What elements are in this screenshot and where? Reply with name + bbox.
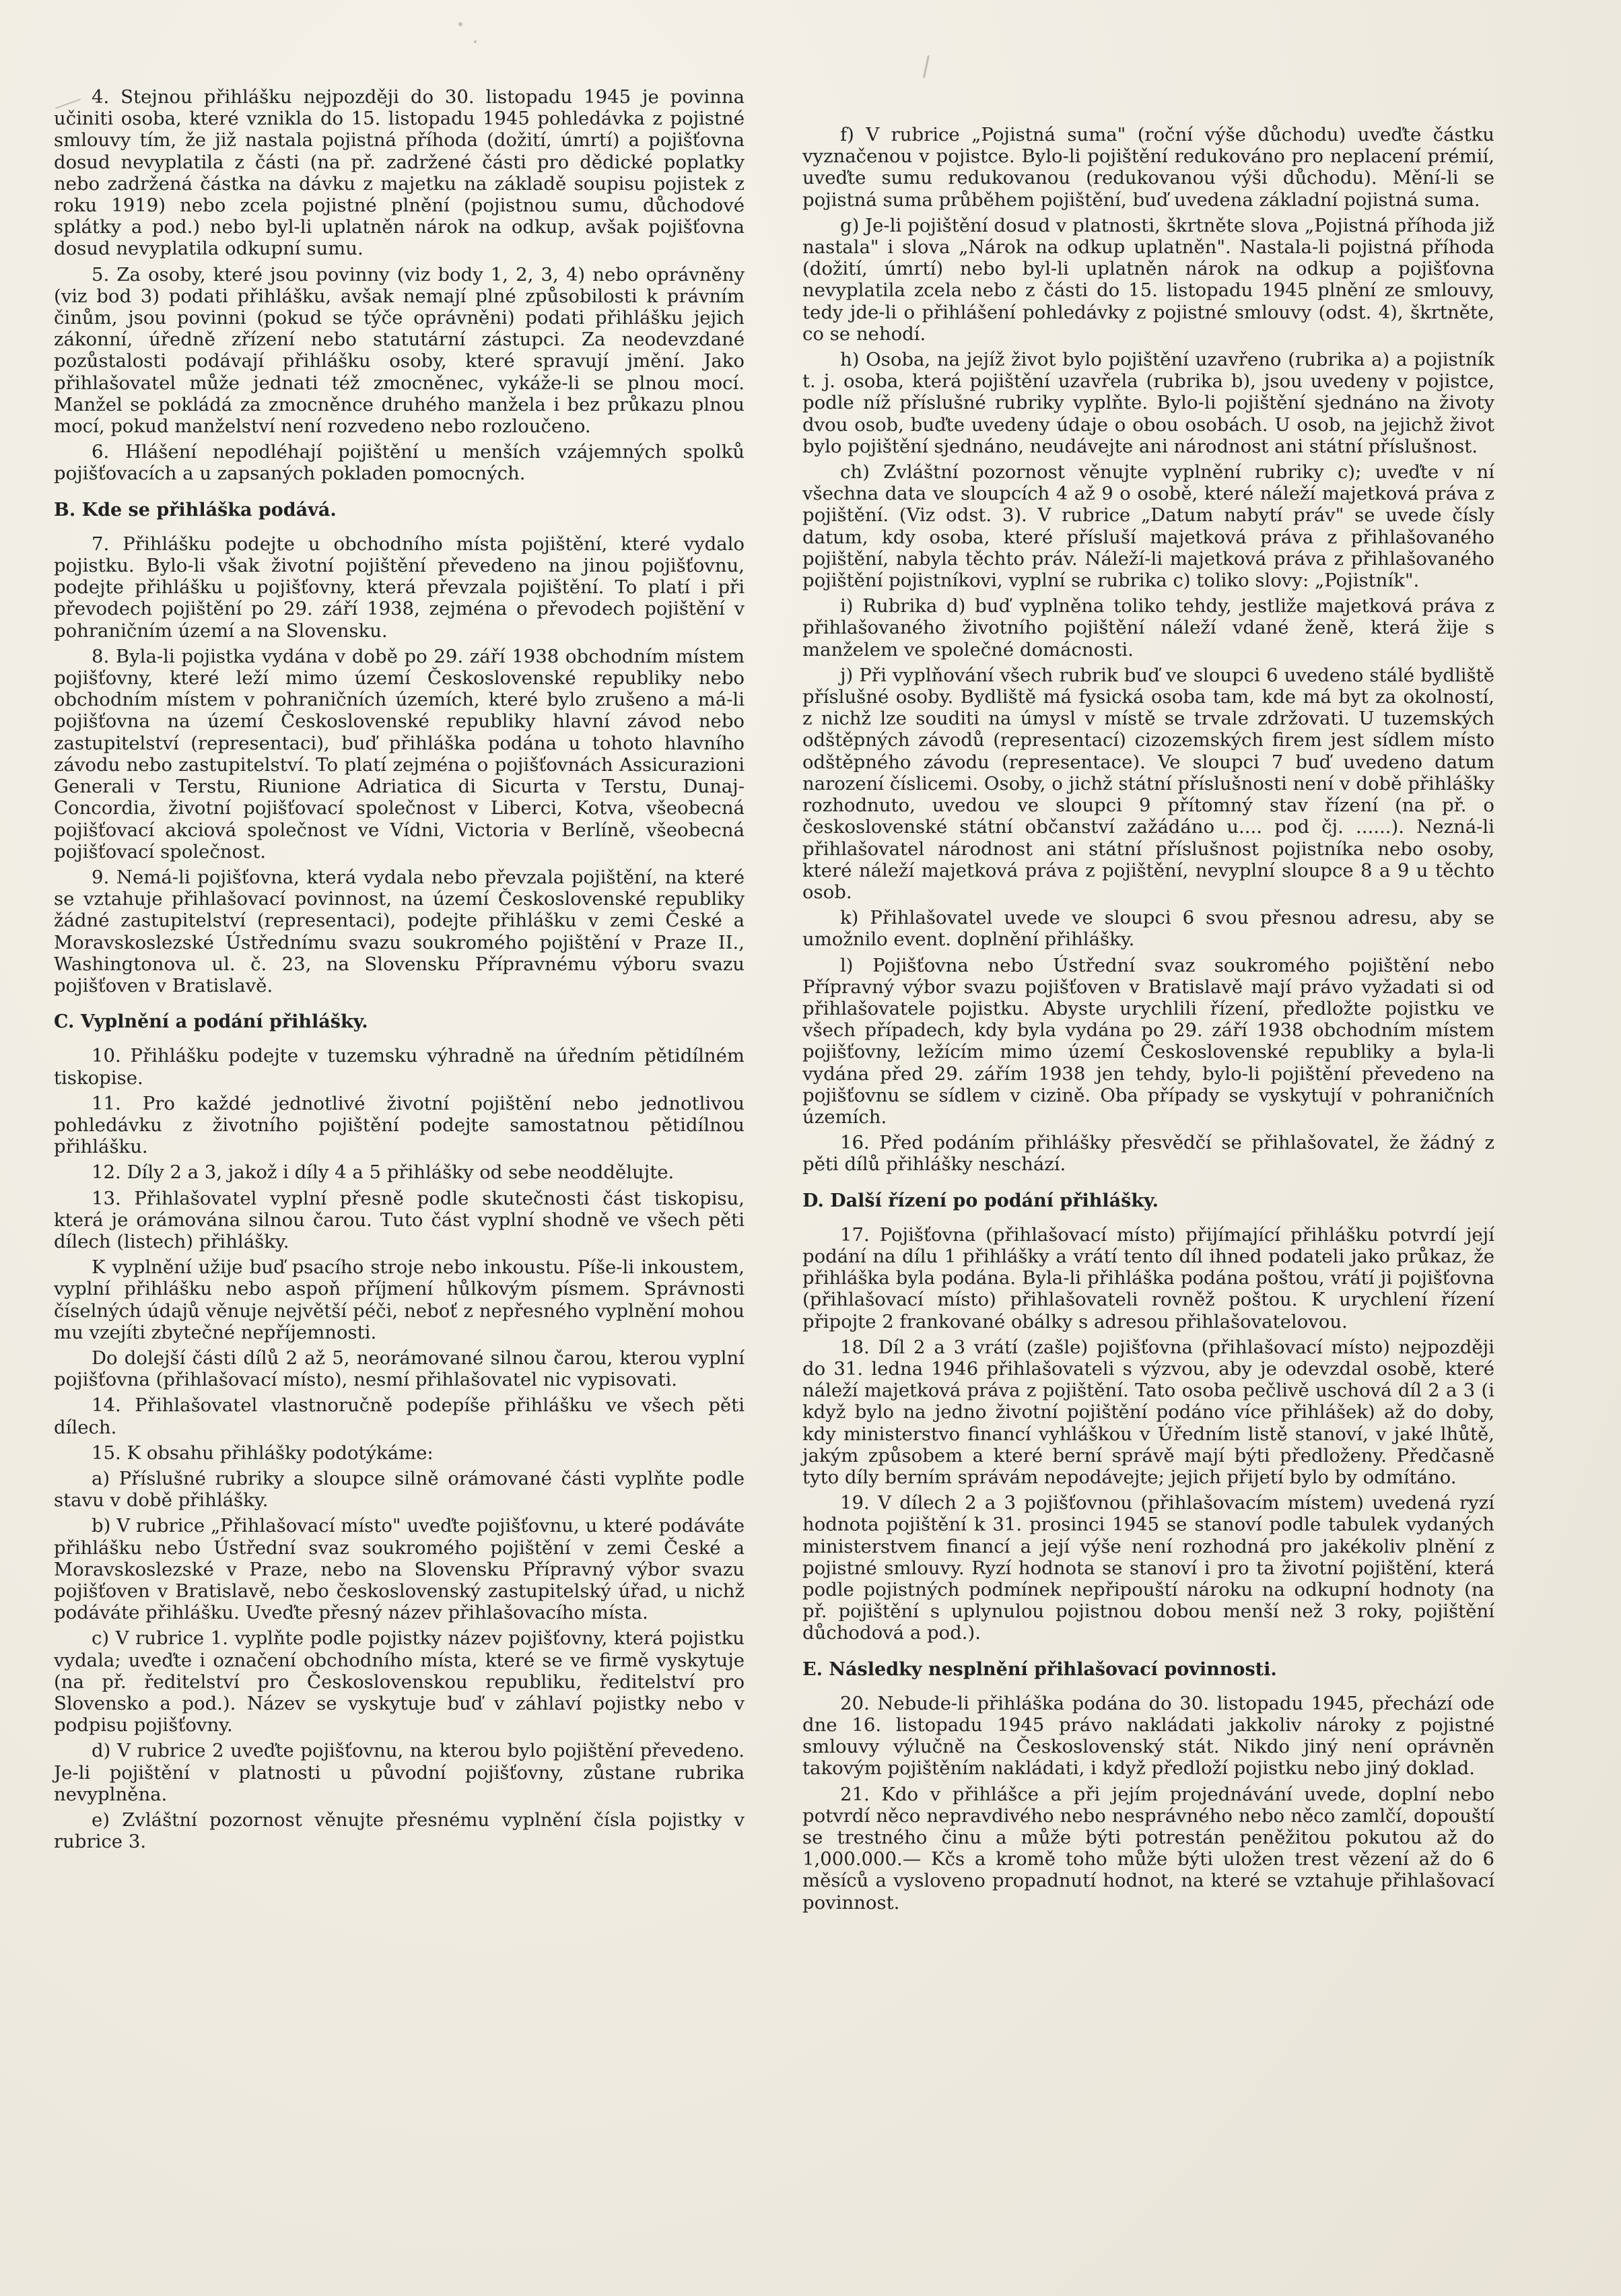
paragraph: a) Příslušné rubriky a sloupce silně orámované části vyplňte podle stavu v době přihlášky.	[54, 1467, 745, 1512]
section-e	[802, 1693, 1494, 1914]
section-b	[54, 533, 745, 997]
paragraph: g) Je-li pojištění dosud v platnosti, škrtněte slova „Pojistná příhoda již nastala" i slova „Nárok na odkup uplatněn". Nastala-li pojistná příhoda (dožití, úmrtí) nebo byl-li uplatněn nárok na odkup a pojišťovna nevyplatila zcela nebo z části do 15. listopadu 1945 plnění ze smlouvy, tedy jde-li o přihlášení pohledávky z pojistné smlouvy (odst. 4), škrtněte, co se nehodí.	[802, 214, 1494, 345]
paragraph: k) Přihlašovatel uvede ve sloupci 6 svou přesnou adresu, aby se umožnilo event. doplnění přihlášky.	[802, 907, 1494, 951]
paragraph: b) V rubrice „Přihlašovací místo" uveďte pojišťovnu, u které podáváte přihlášku nebo Ústřední svaz soukromého pojištění v zemi České a Moravskoslezské v Praze, nebo na Slovensku Přípravný výbor svazu pojišťoven v Bratislavě, nebo československý zastupitelský úřad, u nichž podáváte přihlášku. Uveďte přesný název přihlašovacího místa.	[54, 1515, 745, 1624]
section-d	[802, 1224, 1494, 1644]
paragraph: 11. Pro každé jednotlivé životní pojištění nebo jednotlivou pohledávku z životního pojištění podejte samostatnou pětidílnou přihlášku.	[54, 1092, 745, 1158]
paragraph: 10. Přihlášku podejte v tuzemsku výhradně na úředním pětidílném tiskopise.	[54, 1045, 745, 1089]
paragraph: 9. Nemá-li pojišťovna, která vydala nebo převzala pojištění, na které se vztahuje přihlašovací povinnost, na území Československé republiky žádné zastupitelství (representaci), podejte přihlášku v zemi České a Moravskoslezské Ústřednímu svazu soukromého pojištění v Praze II., Washingtonova ul. č. 23, na Slovensku Přípravnému výboru svazu pojišťoven v Bratislavě.	[54, 866, 745, 997]
paragraph: e) Zvláštní pozornost věnujte přesnému vyplnění čísla pojistky v rubrice 3.	[54, 1809, 745, 1853]
section-c-continued	[802, 124, 1494, 1176]
paragraph: 15. K obsahu přihlášky podotýkáme:	[92, 1442, 434, 1464]
paragraph: c) V rubrice 1. vyplňte podle pojistky název pojišťovny, která pojistku vydala; uveďte i označení obchodního místa, které se ve firmě vyskytuje (na př. ředitelství pro Československou republiku, ředitelství pro Slovensko a pod.). Název se vyskytuje buď v záhlaví pojistky nebo v podpisu pojišťovny.	[54, 1627, 745, 1736]
section-heading-b: B. Kde se přihláška podává.	[54, 499, 337, 520]
paragraph: 20. Nebude-li přihláška podána do 30. listopadu 1945, přechází ode dne 16. listopadu 1945 právo nakládati jakkoliv nároky z pojistné smlouvy výlučně na Československý stát. Nikdo jiný není oprávněn takovým pojištěním nakládati, i když předloží pojistku nebo jiný doklad.	[802, 1692, 1494, 1780]
paragraph: 13. Přihlašovatel vyplní přesně podle skutečnosti část tiskopisu, která je orámována silnou čarou. Tuto část vyplní shodně ve všech pěti dílech (listech) přihlášky.	[54, 1187, 745, 1252]
paragraph: 21. Kdo v přihlášce a při jejím projednávání uvede, doplní nebo potvrdí něco nepravdivého nebo nesprávného nebo něco zamlčí, dopouští se trestného činu a může býti potrestán peněžitou pokutou až do 1,000.000.— Kčs a kromě toho může býti uložen trest vězení až do 6 měsíců a vysloveno propadnutí hodnot, na které se vztahuje přihlašovací povinnost.	[802, 1783, 1494, 1914]
paragraph: 12. Díly 2 a 3, jakož i díly 4 a 5 přihlášky od sebe neoddělujte.	[92, 1161, 675, 1184]
left-column	[54, 86, 745, 1856]
paragraph: 8. Byla-li pojistka vydána v době po 29. září 1938 obchodním místem pojišťovny, které leží mimo území Československé republiky nebo obchodním místem v pohraničních územích, které bylo zrušeno a má-li pojišťovna na území Československé republiky hlavní závod nebo zastupitelství (representaci), buď přihláška podána u tohoto hlavního závodu nebo zastupitelství. To platí zejména o pojišťovnách Assicurazioni Generali v Terstu, Riunione Adriatica di Sicurta v Terstu, Dunaj-Concordia, životní pojišťovací společnost v Liberci, Kotva, všeobecná pojišťovací akciová společnost ve Vídni, Victoria v Berlíně, všeobecná pojišťovací společnost.	[54, 645, 745, 863]
section-a-continued	[54, 86, 745, 485]
paragraph: 19. V dílech 2 a 3 pojišťovnou (přihlašovacím místem) uvedená ryzí hodnota pojištění k 31. prosinci 1945 se stanoví podle tabulek vydaných ministerstvem financí a její výše není rozhodná pro jakékoliv plnění z pojistné smlouvy. Ryzí hodnota se stanoví i pro ta životní pojištění, která podle pojistných podmínek nepřipouští nároku na odkupní hodnoty (na př. pojištění s uplynulou pojistnou dobou menší než 3 roky, pojištění důchodová a pod.).	[802, 1492, 1494, 1644]
paragraph: ch) Zvláštní pozornost věnujte vyplnění rubriky c); uveďte v ní všechna data ve sloupcích 4 až 9 o osobě, které náleží majetková práva z pojištění. (Viz odst. 3). V rubrice „Datum nabytí práv" se uvede čísly datum, kdy osoba, které přísluší majetková práva z přihlašovaného pojištění, nabyla těchto práv. Náleží-li majetková práva z přihlašovaného pojištění pojistníkovi, vyplní se rubrika c) toliko slovy: „Pojistník".	[802, 461, 1494, 592]
paragraph: 17. Pojišťovna (přihlašovací místo) přijímající přihlášku potvrdí její podání na dílu 1 přihlášky a vrátí tento díl ihned podateli jako průkaz, že přihláška byla podána. Byla-li přihláška podána poštou, vrátí ji pojišťovna (přihlašovací místo) přihlašovateli rovněž poštou. K urychlení řízení připojte 2 frankované obálky s adresou přihlašovatelovou.	[802, 1223, 1494, 1332]
right-column	[802, 124, 1494, 1918]
paragraph: 6. Hlášení nepodléhají pojištění u menších vzájemných spolků pojišťovacích a u zapsaných pokladen pomocných.	[54, 441, 745, 485]
paragraph: 5. Za osoby, které jsou povinny (viz body 1, 2, 3, 4) nebo oprávněny (viz bod 3) podati přihlášku, avšak nemají plné způsobilosti k právním činům, jsou povinni (pokud se týče oprávněni) podati přihlášku jejich zákonní, úředně zřízení nebo statutární zástupci. Za neodevzdané pozůstalosti podávají přihlášku osoby, které spravují jmění. Jako přihlašovatel může jednati též zmocněnec, vykáže-li se plnou mocí. Manžel se pokládá za zmocněnce druhého manžela i bez průkazu plnou mocí, pokud manželství není rozvedeno nebo rozloučeno.	[54, 263, 745, 438]
paragraph: d) V rubrice 2 uveďte pojišťovnu, na kterou bylo pojištění převedeno. Je-li pojištění v platnosti u původní pojišťovny, zůstane rubrika nevyplněna.	[54, 1740, 745, 1805]
paragraph: l) Pojišťovna nebo Ústřední svaz soukromého pojištění nebo Přípravný výbor svazu pojišťoven v Bratislavě mají právo vyžadati si od přihlašovatele pojistku. Abyste urychlili řízení, předložte pojistku ve všech případech, kdy byla vydána po 29. září 1938 obchodním místem pojišťovny, ležícím mimo území Československé republiky a byla-li vydána před 29. zářím 1938 jen tehdy, bylo-li pojištění převedeno na pojišťovnu se sídlem v cizině. Oba případy se vyskytují v pohraničních územích.	[802, 954, 1494, 1128]
paragraph: 14. Přihlašovatel vlastnoručně podepíše přihlášku ve všech pěti dílech.	[54, 1394, 745, 1438]
paragraph: Do dolejší části dílů 2 až 5, neorámované silnou čarou, kterou vyplní pojišťovna (přihlašovací místo), nesmí přihlašovatel nic vypisovati.	[54, 1347, 745, 1391]
paragraph: 4. Stejnou přihlášku nejpozději do 30. listopadu 1945 je povinna učiniti osoba, které vznikla do 15. listopadu 1945 pohledávka z pojistné smlouvy tím, že již nastala pojistná příhoda (dožití, úmrtí) a pojišťovna dosud nevyplatila z části (na př. zadržené části pro dědické poplatky nebo zadržená částka na dávku z majetku na základě soupisu pojistek z roku 1919) nebo zcela pojistné plnění (pojistnou sumu, důchodové splátky a pod.) nebo byl-li uplatněn nárok na odkup, avšak pojišťovna dosud nevyplatila odkupní sumu.	[54, 86, 745, 260]
section-heading-e: E. Následky nesplnění přihlašovací povinnosti.	[802, 1658, 1277, 1680]
paragraph: i) Rubrika d) buď vyplněna toliko tehdy, jestliže majetková práva z přihlašovaného životního pojištění náleží vdané ženě, která žije s manželem ve společné domácnosti.	[802, 595, 1494, 661]
paragraph: 7. Přihlášku podejte u obchodního místa pojištění, které vydalo pojistku. Bylo-li však životní pojištění převedeno na jinou pojišťovnu, podejte přihlášku u pojišťovny, která převzala pojištění. To platí i při převodech pojištění po 29. září 1938, zejména o převodech pojištění v pohraničním území a na Slovensku.	[54, 533, 745, 642]
section-c	[54, 1045, 745, 1852]
paragraph: 18. Díl 2 a 3 vrátí (zašle) pojišťovna (přihlašovací místo) nejpozději do 31. ledna 1946 přihlašovateli s výzvou, aby je odevzdal osobě, které náleží majetková práva z pojištění. Tato osoba pečlivě uschová díl 2 a 3 (i když bylo na jedno životní pojištění podáno více přihlášek) až do doby, kdy ministerstvo financí vyhláškou v Úředním listě stanoví, v jaké lhůtě, jakým způsobem a které berní správě mají býti předloženy. Předčasně tyto díly berním správám nepodávejte; jejich přijetí bylo by odmítáno.	[802, 1336, 1494, 1488]
paragraph: 16. Před podáním přihlášky přesvědčí se přihlašovatel, že žádný z pěti dílů přihlášky neschází.	[802, 1132, 1494, 1176]
paragraph: f) V rubrice „Pojistná suma" (roční výše důchodu) uveďte částku vyznačenou v pojistce. Bylo-li pojištění redukováno pro neplacení prémií, uveďte sumu redukovanou (redukovanou výši důchodu). Mění-li se pojistná suma průběhem pojištění, buď uvedena základní pojistná suma.	[802, 124, 1494, 211]
section-heading-c: C. Vyplnění a podání přihlášky.	[54, 1011, 368, 1033]
paragraph: h) Osoba, na jejíž život bylo pojištění uzavřeno (rubrika a) a pojistník t. j. osoba, která pojištění uzavřela (rubrika b), jsou uvedeny v pojistce, podle níž příslušné rubriky vyplňte. Bylo-li pojištění sjednáno na životy dvou osob, buďte uvedeny údaje o obou osobách. U osob, na jejichž život bylo pojištění sjednáno, neudávejte ani národnost ani státní příslušnost.	[802, 349, 1494, 457]
paragraph: j) Při vyplňování všech rubrik buď ve sloupci 6 uvedeno stálé bydliště příslušné osoby. Bydliště má fysická osoba tam, kde má byt za okolností, z nichž lze souditi na úmysl v místě se trvale zdržovati. U tuzemských odštěpných závodů (representací) cizozemských firem jest sídlem místo odštěpného závodu (representace). Ve sloupci 7 buď uvedeno datum narození číslicemi. Osoby, o jichž státní příslušnosti není v době přihlášky rozhodnuto, uvedou ve sloupci 9 přítomný stav řízení (na př. o československé státní občanství zažádáno u.... pod čj. ......). Nezná-li přihlašovatel národnost ani státní příslušnost pojistníka nebo osoby, které náleží majetková práva z pojištění, nevyplní sloupce 8 a 9 u těchto osob.	[802, 664, 1494, 903]
section-heading-d: D. Další řízení po podání přihlášky.	[802, 1190, 1159, 1211]
paragraph: K vyplnění užije buď psacího stroje nebo inkoustu. Píše-li inkoustem, vyplní přihlášku nebo aspoň příjmení hůlkovým písmem. Správnosti číselných údajů věnuje největší péči, neboť z nepřesného vyplnění mohou mu vzejíti zbytečné nepříjemnosti.	[54, 1256, 745, 1343]
